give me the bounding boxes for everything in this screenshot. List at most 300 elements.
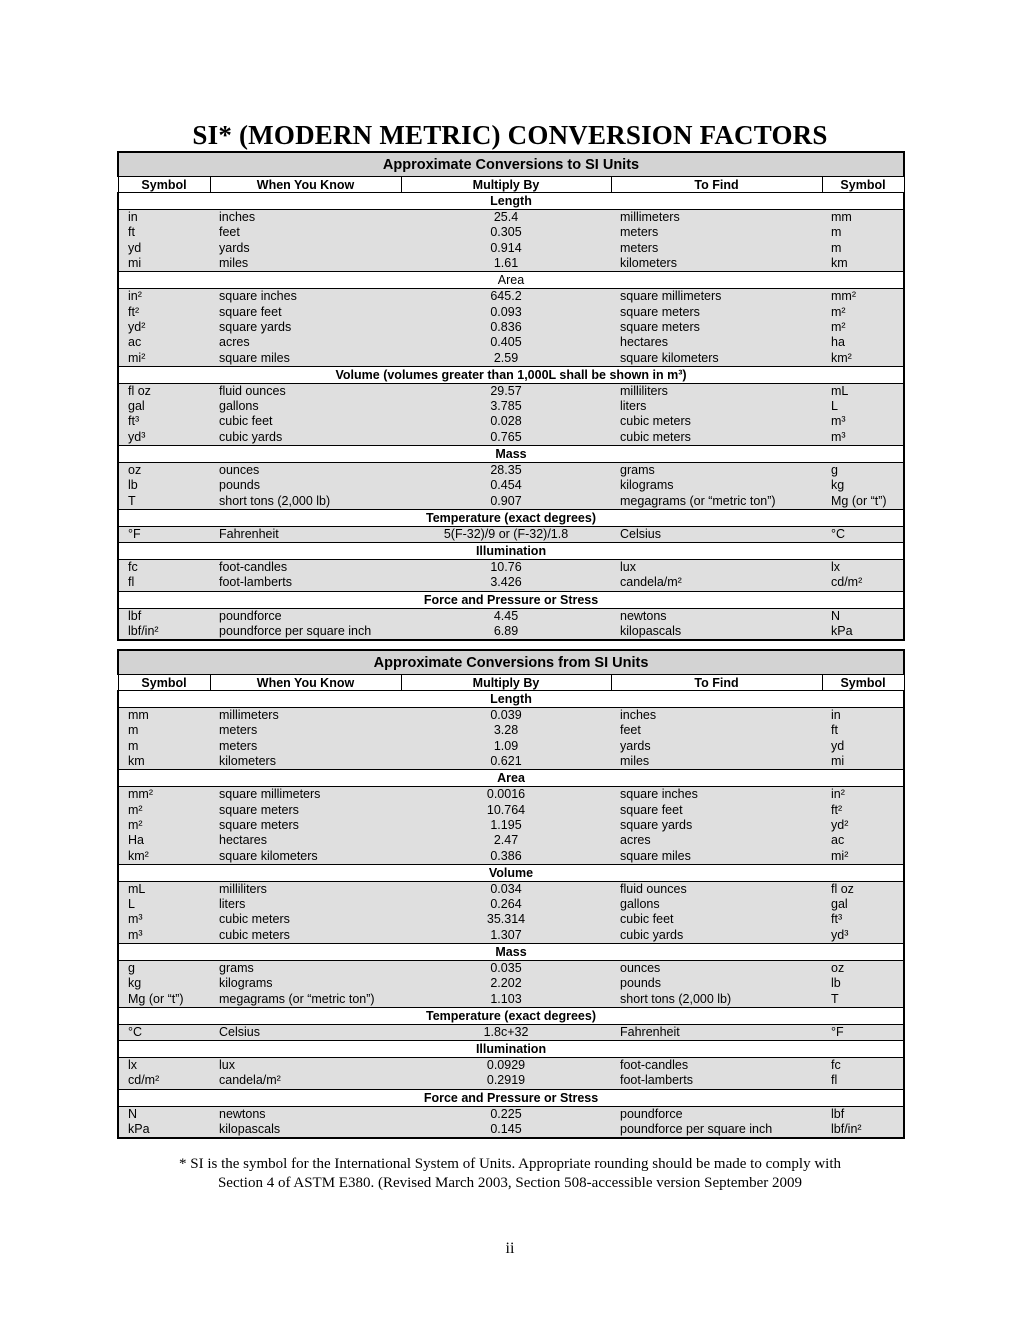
cell-multiply-by: 29.57 [401,383,611,399]
cell-to-find: lux [611,560,822,576]
column-header-when-you-know: When You Know [210,177,401,193]
table-row [118,912,904,927]
cell-multiply-by: 6.89 [401,624,611,640]
footnote [130,1155,890,1193]
cell-symbol: fl [118,575,210,591]
cell-symbol: m [118,723,210,738]
cell-to-find: foot-lamberts [611,1073,822,1089]
table-row [118,624,904,640]
cell-symbol: m³ [118,912,210,927]
cell-when-you-know: lux [210,1058,401,1074]
cell-to-find: yards [611,739,822,754]
cell-when-you-know: foot-candles [210,560,401,576]
section-header-row [118,1041,904,1058]
cell-to-find: cubic feet [611,912,822,927]
section-title: Volume (volumes greater than 1,000L shall be shown in m³) [118,366,904,383]
cell-symbol-out: ft³ [822,912,904,927]
cell-symbol-out: m² [822,304,904,319]
cell-when-you-know: acres [210,335,401,350]
cell-to-find: kilograms [611,478,822,493]
column-header-symbol-out: Symbol [822,675,904,691]
cell-to-find: inches [611,708,822,724]
cell-when-you-know: megagrams (or “metric ton”) [210,991,401,1007]
table-row [118,575,904,591]
cell-to-find: meters [611,241,822,256]
table-row [118,1122,904,1138]
cell-symbol: in² [118,289,210,305]
cell-multiply-by: 0.621 [401,754,611,770]
cell-to-find: short tons (2,000 lb) [611,991,822,1007]
cell-when-you-know: cubic meters [210,928,401,944]
cell-multiply-by: 5(F-32)/9 or (F-32)/1.8 [401,526,611,542]
cell-symbol-out: T [822,991,904,1007]
table-row [118,754,904,770]
page-number: ii [505,1240,515,1257]
cell-when-you-know: square miles [210,350,401,366]
table-row [118,399,904,414]
section-title: Length [118,193,904,210]
cell-multiply-by: 1.09 [401,739,611,754]
table-row [118,897,904,912]
cell-multiply-by: 0.145 [401,1122,611,1138]
cell-symbol-out: °C [822,526,904,542]
section-header-row [118,509,904,526]
column-header-multiply-by: Multiply By [401,177,611,193]
footnote-line-1: * SI is the symbol for the International System of Units. Appropriate rounding should be made to comply with [179,1156,841,1172]
cell-to-find: foot-candles [611,1058,822,1074]
cell-symbol: yd³ [118,430,210,446]
section-title: Length [118,691,904,708]
cell-symbol: oz [118,462,210,478]
cell-to-find: meters [611,225,822,240]
column-header-symbol: Symbol [118,675,210,691]
table-row [118,991,904,1007]
cell-multiply-by: 0.0929 [401,1058,611,1074]
cell-symbol-out: yd² [822,818,904,833]
cell-symbol-out: ac [822,833,904,848]
cell-when-you-know: newtons [210,1106,401,1122]
cell-when-you-know: kilometers [210,754,401,770]
cell-to-find: liters [611,399,822,414]
table-row [118,739,904,754]
cell-to-find: kilopascals [611,624,822,640]
cell-multiply-by: 1.61 [401,256,611,272]
cell-symbol-out: m³ [822,414,904,429]
section-title: Temperature (exact degrees) [118,1007,904,1024]
cell-when-you-know: Fahrenheit [210,526,401,542]
cell-multiply-by: 0.035 [401,960,611,976]
table-row [118,1073,904,1089]
section-header-row [118,943,904,960]
column-header-when-you-know: When You Know [210,675,401,691]
cell-symbol: gal [118,399,210,414]
cell-symbol-out: yd³ [822,928,904,944]
cell-multiply-by: 0.765 [401,430,611,446]
cell-multiply-by: 2.47 [401,833,611,848]
section-title: Force and Pressure or Stress [118,1089,904,1106]
cell-multiply-by: 35.314 [401,912,611,927]
column-header-symbol-out: Symbol [822,177,904,193]
cell-to-find: pounds [611,976,822,991]
cell-symbol: cd/m² [118,1073,210,1089]
cell-symbol-out: Mg (or “t”) [822,493,904,509]
cell-multiply-by: 1.195 [401,818,611,833]
cell-symbol-out: yd [822,739,904,754]
cell-to-find: square meters [611,304,822,319]
cell-to-find: cubic yards [611,928,822,944]
section-title: Force and Pressure or Stress [118,591,904,608]
cell-multiply-by: 0.2919 [401,1073,611,1089]
cell-multiply-by: 4.45 [401,608,611,624]
footnote-line-2: Section 4 of ASTM E380. (Revised March 2003, Section 508-accessible version September 2009 [217,1175,803,1191]
cell-symbol: lx [118,1058,210,1074]
table-row [118,225,904,240]
cell-when-you-know: miles [210,256,401,272]
cell-symbol: ft [118,225,210,240]
cell-when-you-know: fluid ounces [210,383,401,399]
cell-multiply-by: 25.4 [401,210,611,226]
cell-symbol: lbf [118,608,210,624]
table-row [118,1058,904,1074]
table-row [118,414,904,429]
column-header-row [118,177,904,193]
cell-symbol: ft² [118,304,210,319]
cell-symbol: °F [118,526,210,542]
cell-symbol-out: kPa [822,624,904,640]
cell-when-you-know: square meters [210,818,401,833]
table-row [118,430,904,446]
cell-multiply-by: 0.914 [401,241,611,256]
cell-symbol: mi [118,256,210,272]
cell-to-find: cubic meters [611,430,822,446]
table-row [118,526,904,542]
cell-symbol-out: m² [822,320,904,335]
cell-to-find: millimeters [611,210,822,226]
cell-symbol-out: in² [822,787,904,803]
table-row [118,608,904,624]
table-row [118,335,904,350]
cell-to-find: feet [611,723,822,738]
cell-symbol-out: gal [822,897,904,912]
cell-to-find: Celsius [611,526,822,542]
cell-multiply-by: 1.307 [401,928,611,944]
cell-when-you-know: hectares [210,833,401,848]
cell-when-you-know: ounces [210,462,401,478]
section-header-row [118,1007,904,1024]
cell-to-find: candela/m² [611,575,822,591]
section-title: Area [118,770,904,787]
cell-symbol-out: N [822,608,904,624]
cell-when-you-know: poundforce per square inch [210,624,401,640]
cell-when-you-know: milliliters [210,881,401,897]
cell-when-you-know: meters [210,739,401,754]
section-header-row [118,543,904,560]
cell-symbol-out: km² [822,350,904,366]
cell-multiply-by: 2.59 [401,350,611,366]
cell-when-you-know: square yards [210,320,401,335]
cell-multiply-by: 0.264 [401,897,611,912]
table-row [118,289,904,305]
cell-symbol-out: °F [822,1024,904,1040]
cell-when-you-know: square inches [210,289,401,305]
section-header-row [118,445,904,462]
cell-symbol-out: ft [822,723,904,738]
cell-symbol-out: m [822,225,904,240]
cell-to-find: acres [611,833,822,848]
conversion-table-to-si [117,151,905,641]
table-heading: Approximate Conversions from SI Units [118,650,904,675]
cell-symbol: lbf/in² [118,624,210,640]
section-header-row [118,193,904,210]
section-header-row [118,591,904,608]
cell-symbol-out: m [822,241,904,256]
section-title: Area [118,272,904,289]
table-row [118,241,904,256]
cell-symbol-out: lx [822,560,904,576]
cell-multiply-by: 645.2 [401,289,611,305]
column-header-to-find: To Find [611,177,822,193]
cell-multiply-by: 3.426 [401,575,611,591]
cell-symbol-out: oz [822,960,904,976]
cell-when-you-know: square feet [210,304,401,319]
cell-multiply-by: 2.202 [401,976,611,991]
conversion-table-from-si [117,649,905,1139]
table-row [118,493,904,509]
section-header-row [118,272,904,289]
section-header-row [118,691,904,708]
cell-to-find: square millimeters [611,289,822,305]
cell-symbol: lb [118,478,210,493]
cell-to-find: megagrams (or “metric ton”) [611,493,822,509]
table-row [118,478,904,493]
table-row [118,833,904,848]
page-title: SI* (MODERN METRIC) CONVERSION FACTORS [192,120,828,150]
cell-when-you-know: foot-lamberts [210,575,401,591]
cell-multiply-by: 0.028 [401,414,611,429]
cell-multiply-by: 0.039 [401,708,611,724]
cell-symbol: fl oz [118,383,210,399]
cell-symbol-out: mm² [822,289,904,305]
cell-to-find: milliliters [611,383,822,399]
table-row [118,976,904,991]
cell-to-find: square kilometers [611,350,822,366]
cell-when-you-know: square meters [210,802,401,817]
table-row [118,1106,904,1122]
cell-multiply-by: 3.28 [401,723,611,738]
cell-symbol: Ha [118,833,210,848]
cell-symbol: yd [118,241,210,256]
column-header-multiply-by: Multiply By [401,675,611,691]
cell-to-find: square yards [611,818,822,833]
cell-multiply-by: 0.454 [401,478,611,493]
cell-multiply-by: 0.093 [401,304,611,319]
cell-when-you-know: yards [210,241,401,256]
section-header-row [118,366,904,383]
column-header-row [118,675,904,691]
cell-to-find: grams [611,462,822,478]
column-header-symbol: Symbol [118,177,210,193]
cell-multiply-by: 1.8c+32 [401,1024,611,1040]
cell-when-you-know: cubic meters [210,912,401,927]
section-title: Volume [118,864,904,881]
cell-when-you-know: cubic feet [210,414,401,429]
cell-symbol: mi² [118,350,210,366]
cell-to-find: hectares [611,335,822,350]
cell-symbol-out: mi² [822,848,904,864]
cell-when-you-know: feet [210,225,401,240]
table-row [118,256,904,272]
cell-symbol-out: g [822,462,904,478]
cell-multiply-by: 1.103 [401,991,611,1007]
cell-symbol-out: kg [822,478,904,493]
table-row [118,304,904,319]
table-row [118,723,904,738]
cell-symbol: ft³ [118,414,210,429]
cell-symbol-out: cd/m² [822,575,904,591]
cell-multiply-by: 10.764 [401,802,611,817]
cell-multiply-by: 0.305 [401,225,611,240]
cell-symbol: m² [118,818,210,833]
cell-to-find: square meters [611,320,822,335]
table-row [118,1024,904,1040]
section-header-row [118,864,904,881]
cell-to-find: miles [611,754,822,770]
table-row [118,802,904,817]
cell-symbol: N [118,1106,210,1122]
table-row [118,560,904,576]
cell-multiply-by: 0.0016 [401,787,611,803]
cell-symbol: mL [118,881,210,897]
section-title: Mass [118,445,904,462]
cell-symbol: g [118,960,210,976]
cell-when-you-know: pounds [210,478,401,493]
table-row [118,708,904,724]
section-title: Illumination [118,543,904,560]
cell-multiply-by: 0.386 [401,848,611,864]
cell-multiply-by: 0.907 [401,493,611,509]
cell-when-you-know: meters [210,723,401,738]
cell-symbol-out: mi [822,754,904,770]
cell-symbol: m [118,739,210,754]
cell-to-find: square inches [611,787,822,803]
cell-symbol-out: lbf [822,1106,904,1122]
cell-to-find: kilometers [611,256,822,272]
cell-when-you-know: Celsius [210,1024,401,1040]
cell-symbol-out: ft² [822,802,904,817]
table-row [118,462,904,478]
cell-symbol: L [118,897,210,912]
cell-symbol: kg [118,976,210,991]
cell-when-you-know: liters [210,897,401,912]
cell-multiply-by: 0.405 [401,335,611,350]
cell-when-you-know: short tons (2,000 lb) [210,493,401,509]
table-row [118,818,904,833]
cell-multiply-by: 0.836 [401,320,611,335]
cell-to-find: fluid ounces [611,881,822,897]
cell-symbol-out: lbf/in² [822,1122,904,1138]
cell-symbol: °C [118,1024,210,1040]
cell-symbol-out: fl [822,1073,904,1089]
cell-when-you-know: inches [210,210,401,226]
cell-symbol: km² [118,848,210,864]
cell-multiply-by: 3.785 [401,399,611,414]
cell-symbol: mm [118,708,210,724]
cell-to-find: gallons [611,897,822,912]
cell-symbol: Mg (or “t”) [118,991,210,1007]
table-row [118,350,904,366]
table-row [118,960,904,976]
table-row [118,787,904,803]
cell-to-find: poundforce [611,1106,822,1122]
cell-symbol: yd² [118,320,210,335]
cell-to-find: cubic meters [611,414,822,429]
cell-multiply-by: 0.034 [401,881,611,897]
cell-to-find: ounces [611,960,822,976]
cell-symbol-out: fl oz [822,881,904,897]
cell-symbol: ac [118,335,210,350]
section-title: Illumination [118,1041,904,1058]
cell-symbol-out: L [822,399,904,414]
cell-when-you-know: kilopascals [210,1122,401,1138]
section-title: Mass [118,943,904,960]
cell-multiply-by: 10.76 [401,560,611,576]
cell-to-find: poundforce per square inch [611,1122,822,1138]
cell-symbol: kPa [118,1122,210,1138]
cell-when-you-know: poundforce [210,608,401,624]
section-title: Temperature (exact degrees) [118,509,904,526]
cell-when-you-know: cubic yards [210,430,401,446]
cell-when-you-know: gallons [210,399,401,414]
table-heading: Approximate Conversions to SI Units [118,152,904,177]
table-row [118,320,904,335]
cell-symbol: mm² [118,787,210,803]
section-header-row [118,770,904,787]
cell-multiply-by: 0.225 [401,1106,611,1122]
cell-when-you-know: millimeters [210,708,401,724]
cell-symbol-out: mL [822,383,904,399]
cell-to-find: square miles [611,848,822,864]
table-row [118,210,904,226]
cell-symbol: fc [118,560,210,576]
table-row [118,848,904,864]
cell-when-you-know: grams [210,960,401,976]
cell-symbol-out: lb [822,976,904,991]
cell-symbol-out: km [822,256,904,272]
cell-to-find: Fahrenheit [611,1024,822,1040]
table-heading-row [118,152,904,177]
cell-to-find: newtons [611,608,822,624]
cell-multiply-by: 28.35 [401,462,611,478]
cell-when-you-know: kilograms [210,976,401,991]
cell-to-find: square feet [611,802,822,817]
table-row [118,881,904,897]
cell-symbol-out: m³ [822,430,904,446]
column-header-to-find: To Find [611,675,822,691]
table-row [118,928,904,944]
table-row [118,383,904,399]
cell-symbol: km [118,754,210,770]
cell-symbol-out: fc [822,1058,904,1074]
cell-symbol: m³ [118,928,210,944]
cell-symbol: in [118,210,210,226]
cell-symbol-out: mm [822,210,904,226]
table-heading-row [118,650,904,675]
cell-symbol: m² [118,802,210,817]
cell-symbol-out: ha [822,335,904,350]
section-header-row [118,1089,904,1106]
cell-when-you-know: square millimeters [210,787,401,803]
cell-when-you-know: candela/m² [210,1073,401,1089]
